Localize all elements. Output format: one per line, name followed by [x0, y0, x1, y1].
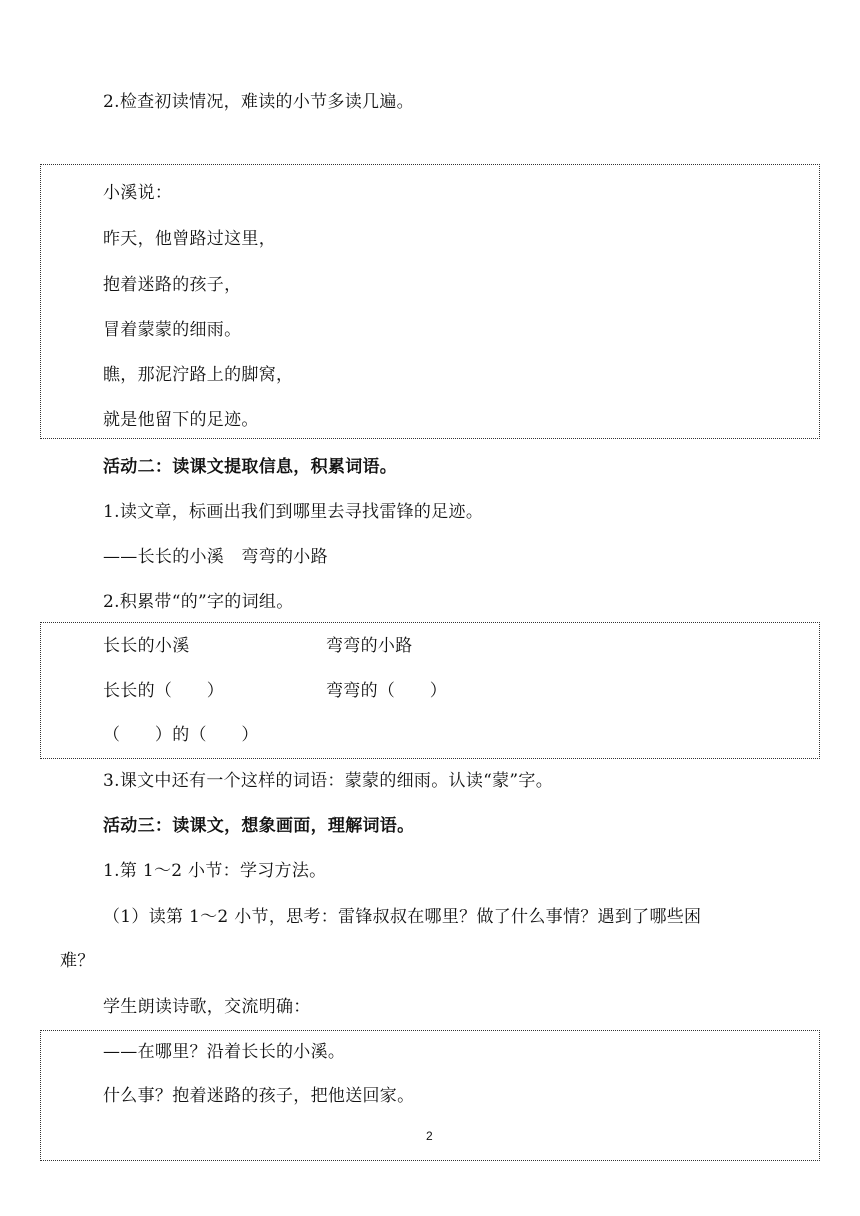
poem-line-6: 就是他留下的足迹。 — [103, 410, 259, 430]
activity-3-title: 活动三：读课文，想象画面，理解词语。 — [103, 816, 415, 836]
poem-box — [40, 164, 820, 439]
activity-2-step-1: 1.读文章，标画出我们到哪里去寻找雷锋的足迹。 — [103, 502, 484, 522]
poem-line-3: 抱着迷路的孩子， — [103, 275, 242, 295]
word-row-2-right: 弯弯的（ ） — [326, 681, 448, 701]
poem-line-2: 昨天，他曾路过这里， — [103, 229, 276, 249]
activity-3-question-line-1: （1）读第 1～2 小节，思考：雷锋叔叔在哪里？做了什么事情？遇到了哪些困 — [103, 907, 702, 927]
word-row-1-left: 长长的小溪 — [103, 636, 190, 656]
poem-line-4: 冒着蒙蒙的细雨。 — [103, 320, 242, 340]
answer-line-2: 什么事？抱着迷路的孩子，把他送回家。 — [103, 1086, 415, 1106]
activity-3-step-1: 1.第 1～2 小节：学习方法。 — [103, 861, 327, 881]
activity-2-step-1-answer: ——长长的小溪 弯弯的小路 — [103, 547, 328, 567]
answer-line-1: ——在哪里？沿着长长的小溪。 — [103, 1042, 346, 1062]
poem-line-1: 小溪说： — [103, 183, 173, 203]
word-row-2-left: 长长的（ ） — [103, 681, 225, 701]
word-row-3: （ ）的（ ） — [103, 725, 259, 745]
poem-line-5: 瞧，那泥泞路上的脚窝， — [103, 365, 294, 385]
activity-2-step-2: 2.积累带“的”字的词组。 — [103, 592, 294, 612]
activity-2-step-3: 3.课文中还有一个这样的词语：蒙蒙的细雨。认读“蒙”字。 — [103, 771, 554, 791]
step-check-reading: 2.检查初读情况，难读的小节多读几遍。 — [103, 92, 414, 112]
student-note: 学生朗读诗歌，交流明确： — [103, 997, 311, 1017]
activity-3-question-line-2: 难？ — [60, 951, 95, 971]
page-number: 2 — [426, 1129, 433, 1143]
word-row-1-right: 弯弯的小路 — [326, 636, 413, 656]
activity-2-title: 活动二：读课文提取信息，积累词语。 — [103, 457, 398, 477]
